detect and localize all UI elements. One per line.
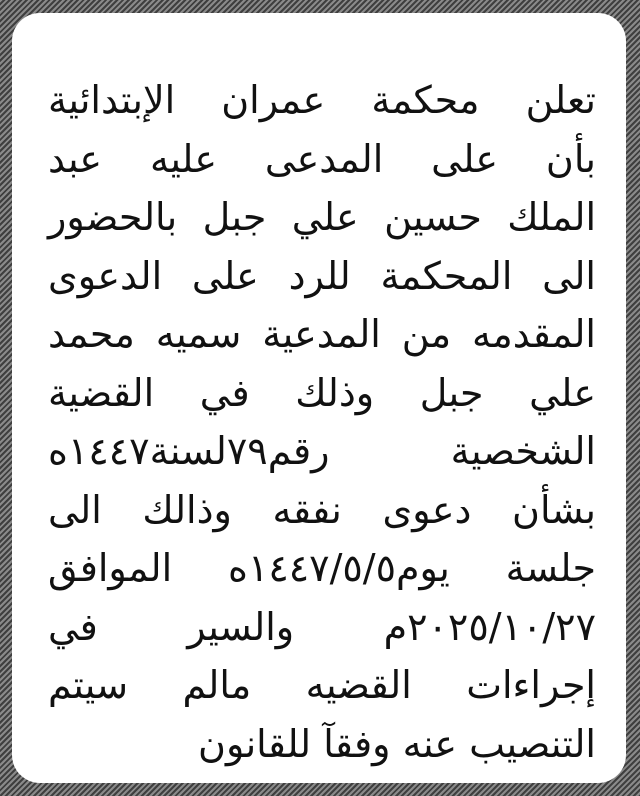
notice-line-6: علي جبل وذلك في القضية: [48, 370, 596, 415]
notice-line-9: جلسة يوم١٤٤٧/٥/٥ه الموافق: [48, 546, 596, 590]
notice-line-8: بشأن دعوى نفقه وذالك الى: [48, 487, 596, 532]
notice-line-4: الى المحكمة للرد على الدعوى: [48, 253, 596, 298]
notice-line-2: بأن على المدعى عليه عبد: [48, 136, 596, 181]
notice-line-10: ٢٠٢٥/١٠/٢٧م والسير في: [48, 604, 596, 649]
notice-text: [48, 71, 596, 773]
notice-line-7: الشخصية رقم٧٩لسنة١٤٤٧ه: [48, 429, 596, 473]
notice-line-3: الملك حسين علي جبل بالحضور: [48, 195, 596, 239]
notice-card: [12, 13, 626, 783]
notice-line-1: تعلن محكمة عمران الإبتدائية: [48, 78, 596, 122]
notice-line-11: إجراءات القضيه مالم سيتم: [48, 663, 596, 707]
notice-line-5: المقدمه من المدعية سميه محمد: [48, 312, 596, 356]
notice-line-12: التنصيب عنه وفقآ للقانون: [198, 721, 596, 766]
